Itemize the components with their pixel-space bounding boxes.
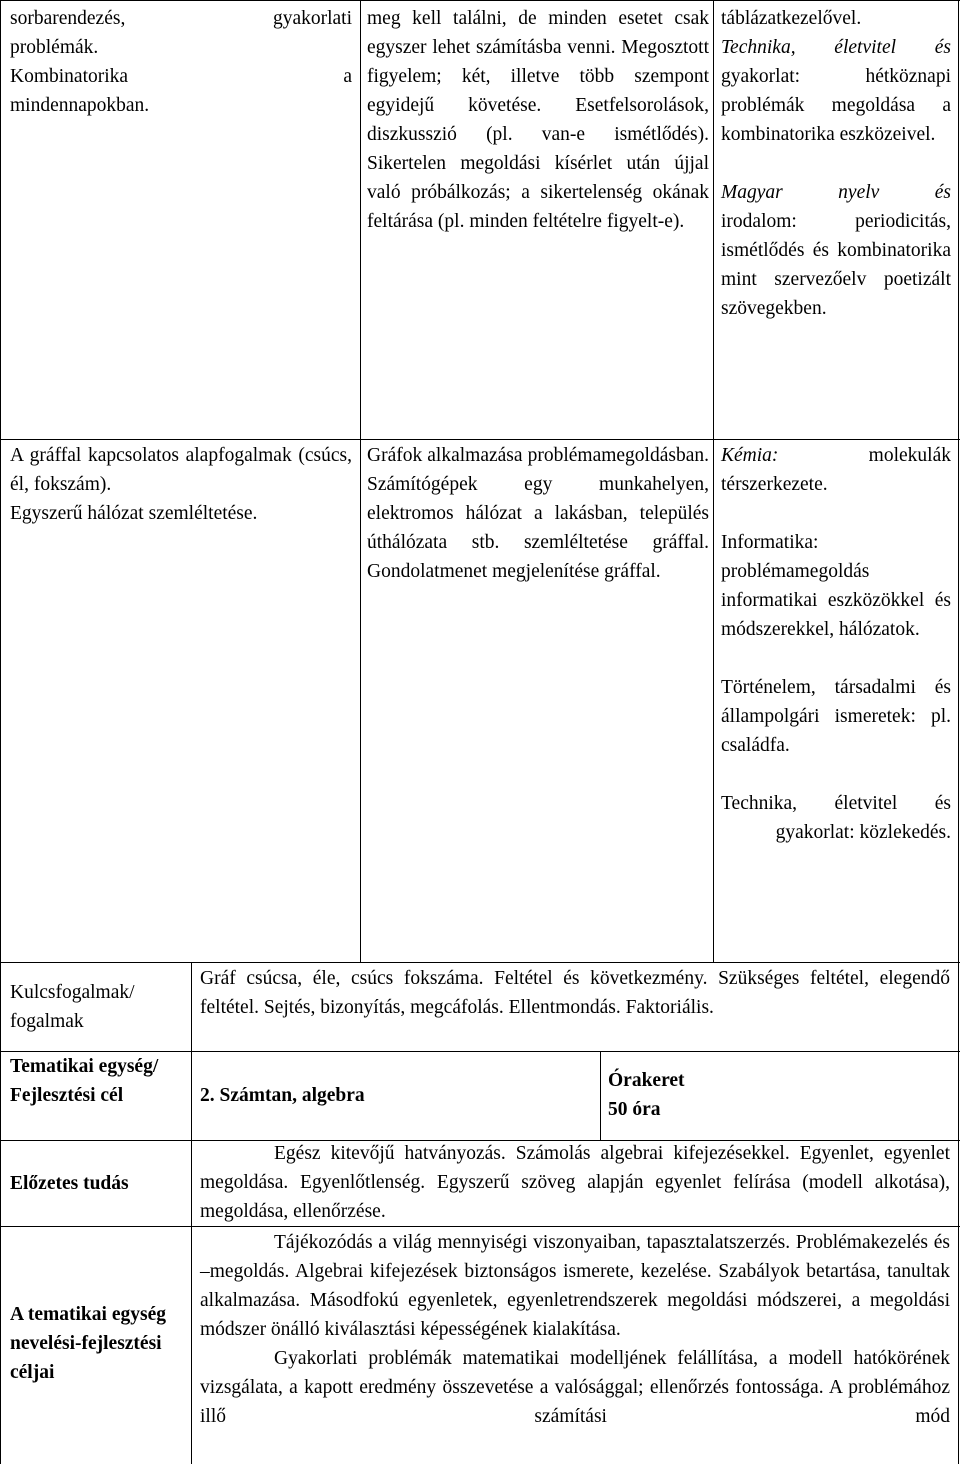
cell-paragraph: Tájékozódás a világ mennyiségi viszonyaiban, tapasztalatszerzés. Problémakezelés és –megoldás. Algebrai kifejezések biztonságos ismerete, kezelése. Szabályok betartása, tanultak alkalmazása. Másodfokú egyenletek, egyenletrendszerek megoldási módszerei, a megoldási módszer önálló kiválasztási képességének kialakítása. [200,1232,950,1340]
cell-text: A gráffal kapcsolatos alapfogalmak (csúcs, él, fokszám). [10,445,352,495]
elozetes-text-cell [200,1139,950,1226]
cell-text: Történelem, társadalmi és állampolgári ismeretek: pl. családfa. [721,677,951,756]
cell-paragraph: Gyakorlati problémák matematikai modelljének felállítása, a modell hatókörének vizsgálata, a kapott eredmény összevetése a valósággal; ellenőrzés fontossága. A problémához illő számítási mód [200,1348,950,1427]
table-border-right [958,0,959,1464]
orakeret-label: Órakeret [608,1070,685,1091]
row1-col2-cell [367,4,709,236]
cell-text: a [343,66,352,87]
label-elozetes-tudas: Előzetes tudás [10,1173,129,1194]
row1-col3-cell [721,4,951,323]
cell-text: molekulák térszerkezete. [721,445,951,495]
orakeret-divider [600,1051,601,1140]
cell-text: Technika, életvitel és gyakorlat: közlekedés. [721,793,951,843]
cell-text: mindennapokban. [10,95,150,116]
cell-paragraph: meg kell találni, de minden esetet csak egyszer lehet számításba venni. Megosztott figyelem; két, illetve több szempont egyidejű követése. Esetfelsorolások, diszkusszió (pl. van-e ismétlődés). Sikertelen megoldási kísérlet után újjal való próbálkozás; a sikertelenség okának feltárása (pl. minden feltételre figyelt-e). [367,8,709,232]
cell-text: gyakorlat: hétköznapi problémák megoldása a kombinatorika eszközeivel. [721,66,951,145]
row2-col2-cell [367,441,709,586]
row-divider-elozetes [0,1226,960,1227]
subject-label: Magyar nyelv és [721,182,951,203]
cell-text: táblázatkezelővel. [721,8,862,29]
column-divider-2 [713,0,714,962]
kulcs-text-cell [200,964,950,1022]
cell-paragraph: Gráfok alkalmazása problémamegoldásban. Számítógépek egy munkahelyen, elektromos hálózat a lakásban, település úthálózata stb. szemléltetése gráffal. Gondolatmenet megjelenítése gráffal. [367,445,709,582]
label-kulcsfogalmak: Kulcsfogalmak/ fogalmak [10,982,135,1032]
row2-col1-cell [10,441,352,528]
cell-paragraph: Gráf csúcsa, éle, csúcs fokszáma. Feltétel és következmény. Szükséges feltétel, elegendő feltétel. Sejtés, bizonyítás, megcáfolás. Ellentmondás. Faktoriális. [200,968,950,1018]
cell-text: irodalom: periodicitás, ismétlődés és kombinatorika mint szervezőelv poetizált szövegekben. [721,211,951,319]
cell-text: problémák. [10,37,99,58]
cell-paragraph: Egész kitevőjű hatványozás. Számolás algebrai kifejezésekkel. Egyenlet, egyenlet megoldása. Egyenlőtlenség. Egyszerű szöveg alapján egyenlet felírása (modell alkotása), megoldása, ellenőrzése. [200,1143,950,1222]
cell-text: sorbarendezés, [10,8,126,29]
label-column-divider [191,962,192,1464]
row1-col1-cell [10,4,352,120]
row2-col3-cell [721,441,951,847]
table-border-left [0,0,1,1464]
table-border-top [0,0,960,1]
cell-text: Egyszerű hálózat szemléltetése. [10,503,258,524]
column-divider-1 [360,0,361,962]
label-tematikai-egyseg: Tematikai egység/ Fejlesztési cél [10,1056,159,1106]
cell-text: Informatika: problémamegoldás informatikai eszközökkel és módszerekkel, hálózatok. [721,532,951,640]
celjai-text-cell [200,1228,950,1431]
unit-title: 2. Számtan, algebra [200,1085,365,1106]
cell-text: Kombinatorika [10,66,129,87]
subject-label: Technika, életvitel és [721,37,951,58]
orakeret-cell [608,1066,948,1124]
row-divider-section [0,962,960,963]
row-divider-upper [0,439,960,440]
subject-label: Kémia: [721,445,779,466]
cell-text: gyakorlati [272,8,352,29]
label-nevelesi-celjai: A tematikai egység nevelési-fejlesztési céljai [10,1304,166,1383]
orakeret-value: 50 óra [608,1099,661,1120]
